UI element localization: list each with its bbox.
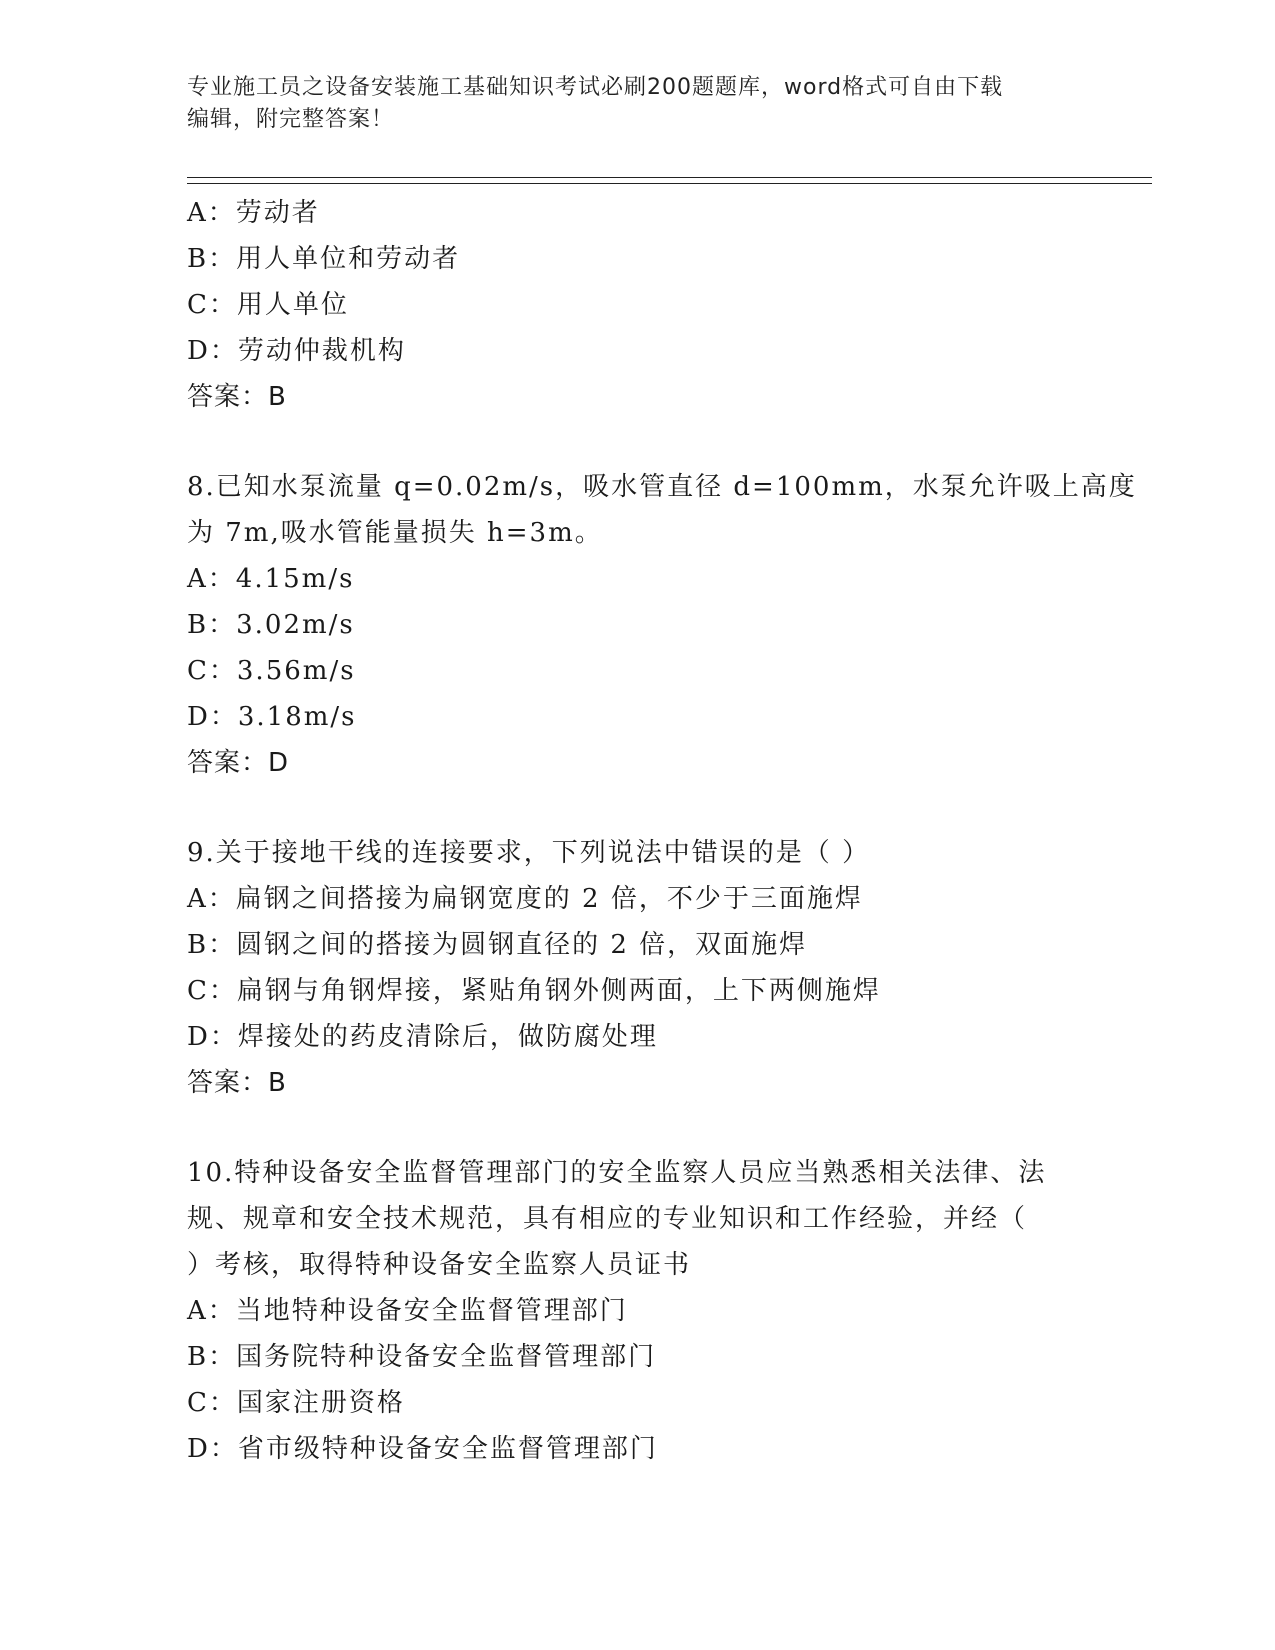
question-block-9: [187, 830, 1087, 1106]
option-a: A：当地特种设备安全监督管理部门: [187, 1296, 628, 1326]
header-rule-bottom: [187, 183, 1152, 184]
document-header: [187, 72, 1067, 136]
option-c: C：用人单位: [187, 290, 349, 320]
option-a: A：扁钢之间搭接为扁钢宽度的 2 倍，不少于三面施焊: [187, 884, 863, 914]
option-b: B：用人单位和劳动者: [187, 244, 461, 274]
option-b: B：圆钢之间的搭接为圆钢直径的 2 倍，双面施焊: [187, 930, 808, 960]
option-b: B：国务院特种设备安全监督管理部门: [187, 1342, 657, 1372]
question-block-10: [187, 1150, 1087, 1472]
option-b: B：3.02m/s: [187, 610, 355, 640]
option-c: C：扁钢与角钢焊接，紧贴角钢外侧两面，上下两侧施焊: [187, 976, 881, 1006]
question-stem: 8.已知水泵流量 q=0.02m/s，吸水管直径 d=100mm，水泵允许吸上高度: [187, 472, 1137, 502]
option-c: C：3.56m/s: [187, 656, 356, 686]
question-list: [187, 190, 1137, 1472]
question-stem: 为 7m,吸水管能量损失 h=3m。: [187, 518, 603, 548]
option-d: D：焊接处的药皮清除后，做防腐处理: [187, 1022, 658, 1052]
option-a: A：劳动者: [187, 198, 320, 228]
question-stem: 9.关于接地干线的连接要求，下列说法中错误的是（ ）: [187, 838, 871, 868]
question-stem: ）考核，取得特种设备安全监察人员证书: [187, 1250, 692, 1280]
question-block-prev: [187, 190, 1087, 420]
option-a: A：4.15m/s: [187, 564, 355, 594]
option-c: C：国家注册资格: [187, 1388, 405, 1418]
option-d: D：劳动仲裁机构: [187, 336, 406, 366]
answer-line: 答案：B: [187, 382, 287, 412]
question-stem: 10.特种设备安全监督管理部门的安全监察人员应当熟悉相关法律、法: [187, 1158, 1047, 1188]
header-line-1: 专业施工员之设备安装施工基础知识考试必刷200题题库，word格式可自由下载: [187, 75, 1004, 100]
answer-line: 答案：B: [187, 1068, 287, 1098]
header-rule-top: [187, 177, 1152, 178]
question-stem: 规、规章和安全技术规范，具有相应的专业知识和工作经验，并经（: [187, 1204, 1028, 1234]
question-block-8: [187, 464, 1137, 786]
header-line-2: 编辑，附完整答案！: [187, 107, 395, 132]
option-d: D：省市级特种设备安全监督管理部门: [187, 1434, 658, 1464]
option-d: D：3.18m/s: [187, 702, 357, 732]
answer-line: 答案：D: [187, 748, 290, 778]
